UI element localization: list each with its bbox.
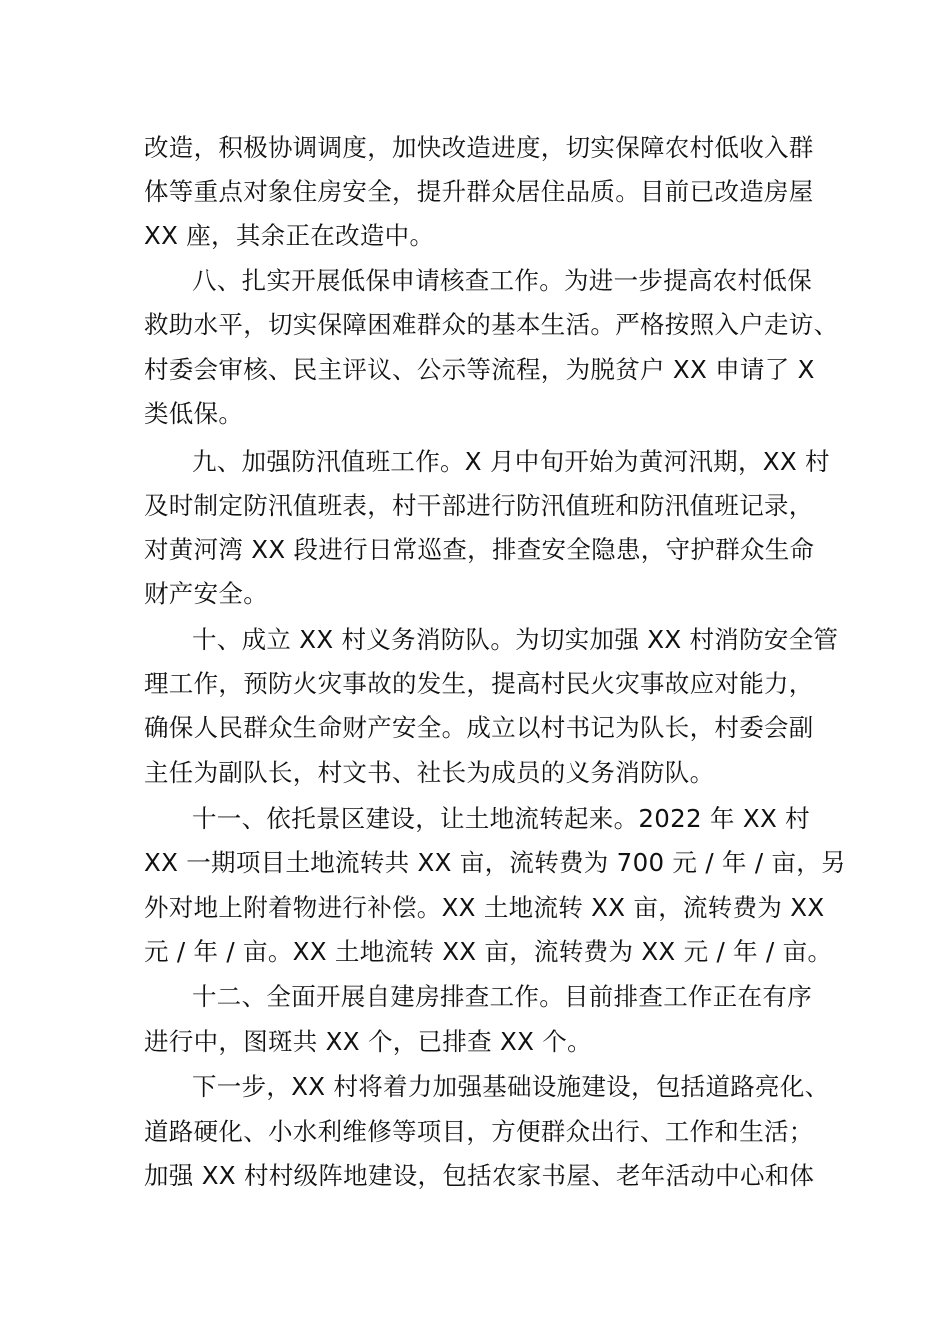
paragraph-9-heading-line: 九、加强防汛值班工作。X 月中旬开始为黄河汛期，XX 村 [192, 447, 830, 476]
text-line: 对黄河湾 XX 段进行日常巡查，排查安全隐患，守护群众生命 [144, 535, 815, 564]
text-line: 改造，积极协调调度，加快改造进度，切实保障农村低收入群 [144, 133, 814, 162]
text-line: 道路硬化、小水利维修等项目，方便群众出行、工作和生活； [144, 1117, 814, 1146]
paragraph-12-heading-line: 十二、全面开展自建房排查工作。目前排查工作正在有序 [192, 982, 812, 1011]
text-line: 体等重点对象住房安全，提升群众居住品质。目前已改造房屋 [144, 177, 814, 206]
text-line: 及时制定防汛值班表，村干部进行防汛值班和防汛值班记录， [144, 491, 814, 520]
text-line: 财产安全。 [144, 579, 268, 608]
paragraph-8-heading-line: 八、扎实开展低保申请核查工作。为进一步提高农村低保 [192, 266, 812, 295]
next-steps-heading-line: 下一步，XX 村将着力加强基础设施建设，包括道路亮化、 [192, 1072, 830, 1101]
text-line: 外对地上附着物进行补偿。XX 土地流转 XX 亩，流转费为 XX [144, 893, 825, 922]
text-line: 村委会审核、民主评议、公示等流程，为脱贫户 XX 申请了 X [144, 355, 815, 384]
text-line: 加强 XX 村村级阵地建设，包括农家书屋、老年活动中心和体 [144, 1161, 815, 1190]
text-line: 元 / 年 / 亩。XX 土地流转 XX 亩，流转费为 XX 元 / 年 / 亩。 [144, 937, 833, 966]
text-line: 救助水平，切实保障困难群众的基本生活。严格按照入户走访、 [144, 310, 839, 339]
text-line: XX 一期项目土地流转共 XX 亩，流转费为 700 元 / 年 / 亩，另 [144, 848, 846, 877]
text-line: 主任为副队长，村文书、社长为成员的义务消防队。 [144, 758, 715, 787]
text-line: 进行中，图斑共 XX 个，已排查 XX 个。 [144, 1027, 592, 1056]
text-line: 类低保。 [144, 399, 244, 428]
text-line: XX 座，其余正在改造中。 [144, 221, 435, 250]
paragraph-10-heading-line: 十、成立 XX 村义务消防队。为切实加强 XX 村消防安全管 [192, 625, 839, 654]
text-line: 理工作，预防火灾事故的发生，提高村民火灾事故应对能力， [144, 669, 814, 698]
paragraph-11-heading-line: 十一、依托景区建设，让土地流转起来。2022 年 XX 村 [192, 804, 810, 833]
text-line: 确保人民群众生命财产安全。成立以村书记为队长，村委会副 [144, 713, 814, 742]
